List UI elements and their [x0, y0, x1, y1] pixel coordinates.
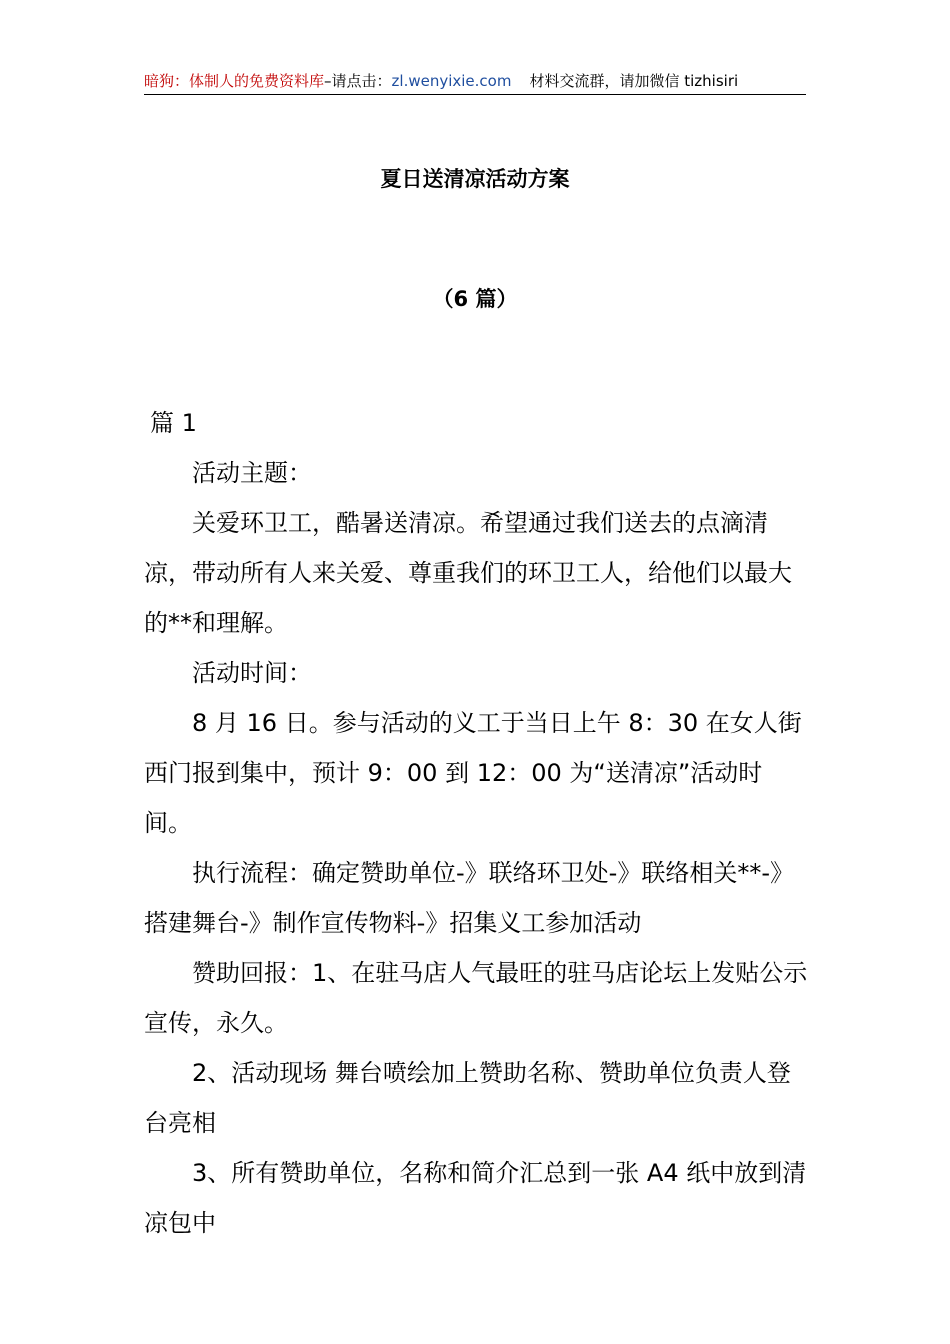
page-header — [144, 70, 806, 95]
paragraph-theme-label: 活动主题： — [192, 459, 312, 487]
paragraph-sponsor-1: 赞助回报：1、在驻马店人气最旺的驻马店论坛上发贴公示宣传，永久。 — [144, 959, 808, 1037]
paragraph-sponsor-3: 3、所有赞助单位，名称和简介汇总到一张 A4 纸中放到清凉包中 — [144, 1159, 807, 1237]
paragraph-sponsor-2: 2、活动现场 舞台喷绘加上赞助名称、赞助单位负责人登台亮相 — [144, 1059, 791, 1137]
paragraph-time: 8 月 16 日。参与活动的义工于当日上午 8：30 在女人街西门报到集中，预计 9：00 到 12：00 为“送清凉”活动时间。 — [144, 709, 802, 837]
document-title: 夏日送清凉活动方案 — [380, 167, 570, 191]
header-prompt: –请点击： — [324, 72, 392, 90]
paragraph-time-label: 活动时间： — [192, 659, 312, 687]
paragraph-process: 执行流程：确定赞助单位-》联络环卫处-》联络相关**-》搭建舞台-》制作宣传物料-》招集义工参加活动 — [144, 859, 794, 937]
section-heading: 篇 1 — [150, 409, 197, 437]
header-link[interactable]: zl.wenyixie.com — [391, 72, 512, 90]
header-contact: 材料交流群，请加微信 tizhisiri — [529, 72, 739, 90]
document-body — [144, 398, 808, 1248]
header-brand: 暗狗：体制人的免费资料库 — [144, 72, 325, 90]
document-subtitle: （6 篇） — [432, 287, 518, 311]
paragraph-theme: 关爱环卫工，酷暑送清凉。希望通过我们送去的点滴清凉，带动所有人来关爱、尊重我们的环卫工人，给他们以最大的**和理解。 — [144, 509, 792, 637]
